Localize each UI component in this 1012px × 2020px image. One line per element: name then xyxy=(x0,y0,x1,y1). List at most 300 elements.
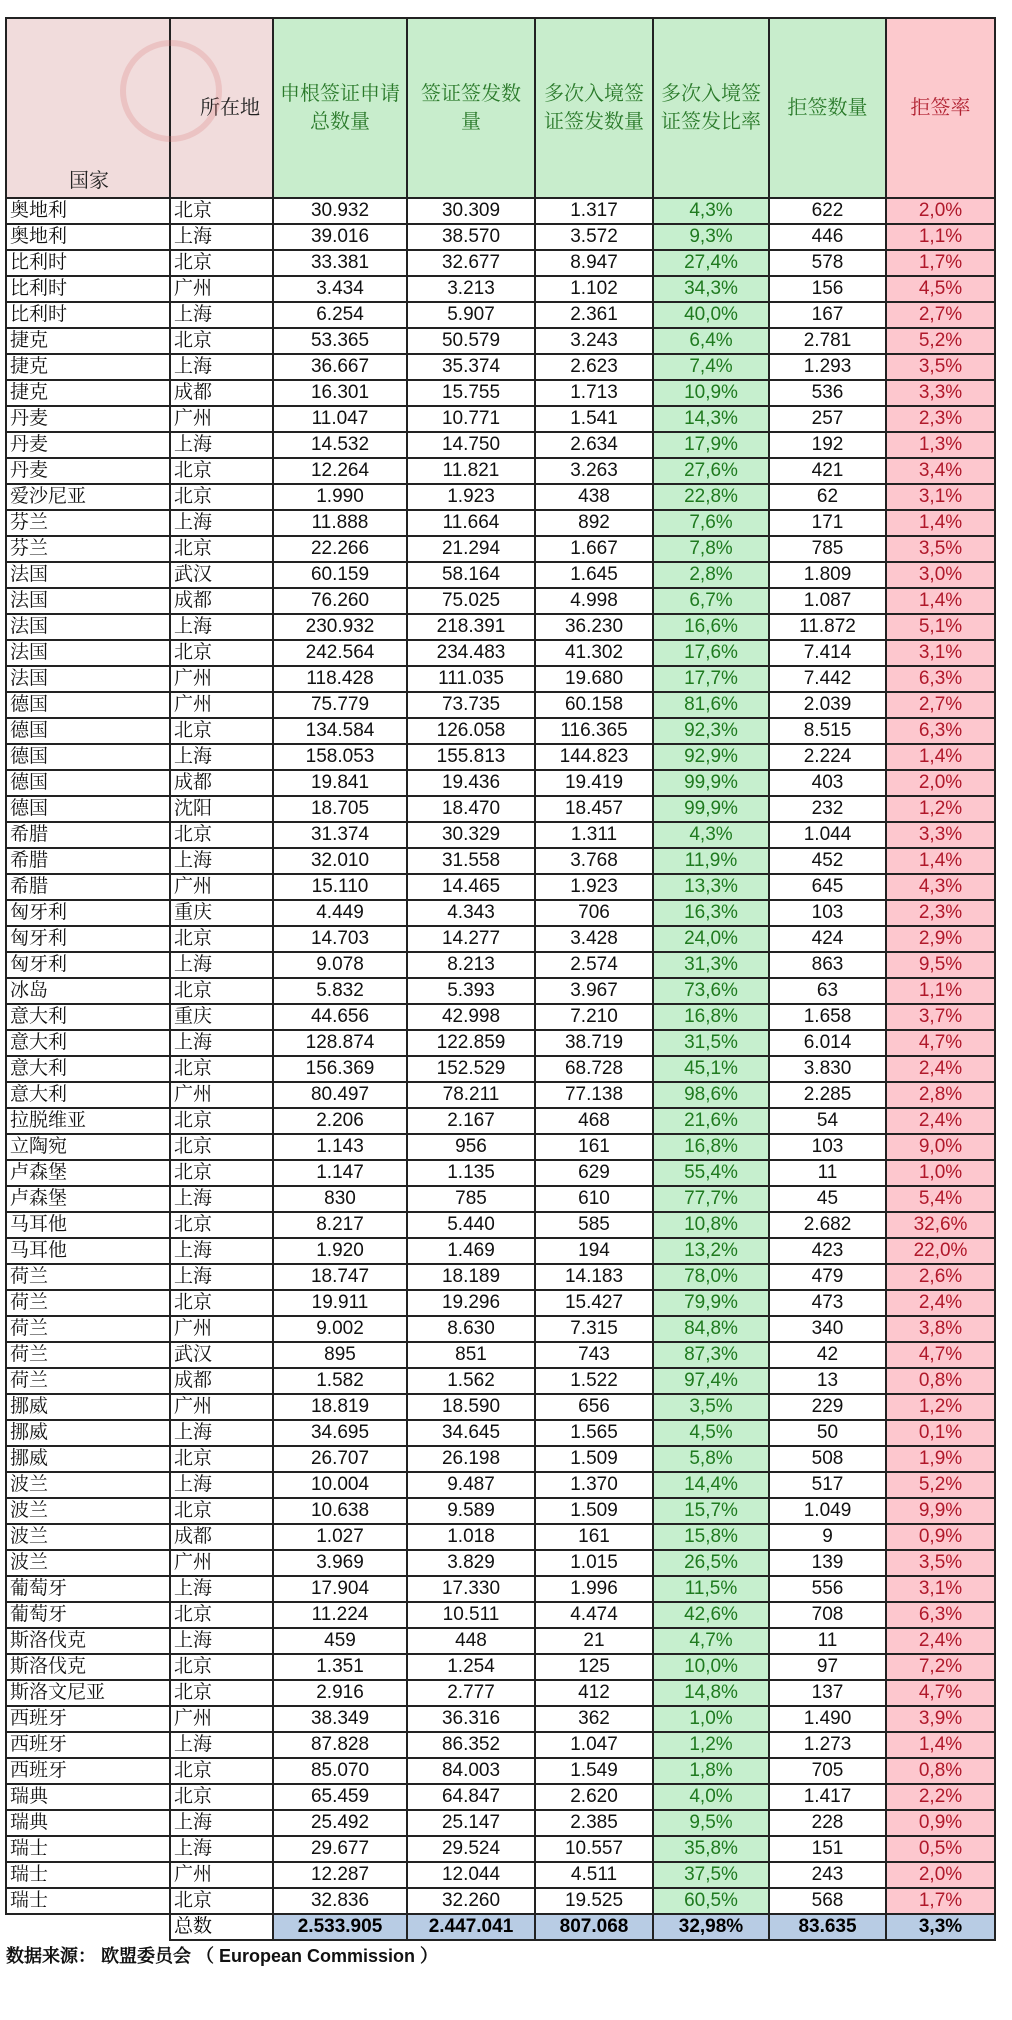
cell-refused: 7.442 xyxy=(769,666,886,692)
cell-country: 荷兰 xyxy=(6,1316,170,1342)
cell-issued: 1.135 xyxy=(407,1160,535,1186)
cell-applications: 80.497 xyxy=(273,1082,407,1108)
cell-applications: 1.147 xyxy=(273,1160,407,1186)
cell-country: 挪威 xyxy=(6,1446,170,1472)
cell-refused: 1.809 xyxy=(769,562,886,588)
cell-mev-ratio: 9,3% xyxy=(653,224,769,250)
header-refused: 拒签数量 xyxy=(769,18,886,198)
total-mev-ratio: 32,98% xyxy=(653,1914,769,1940)
cell-issued: 14.750 xyxy=(407,432,535,458)
cell-mev-issued: 1.565 xyxy=(535,1420,653,1446)
cell-country: 比利时 xyxy=(6,276,170,302)
cell-refused: 156 xyxy=(769,276,886,302)
cell-mev-ratio: 24,0% xyxy=(653,926,769,952)
cell-city: 上海 xyxy=(170,1836,273,1862)
cell-applications: 22.266 xyxy=(273,536,407,562)
table-row xyxy=(6,718,995,744)
cell-mev-ratio: 35,8% xyxy=(653,1836,769,1862)
cell-applications: 134.584 xyxy=(273,718,407,744)
cell-issued: 21.294 xyxy=(407,536,535,562)
cell-refused: 340 xyxy=(769,1316,886,1342)
cell-mev-issued: 3.243 xyxy=(535,328,653,354)
cell-issued: 19.296 xyxy=(407,1290,535,1316)
cell-applications: 4.449 xyxy=(273,900,407,926)
cell-mev-issued: 161 xyxy=(535,1134,653,1160)
cell-applications: 33.381 xyxy=(273,250,407,276)
cell-mev-ratio: 7,4% xyxy=(653,354,769,380)
header-country: 国家 xyxy=(6,18,170,198)
cell-mev-ratio: 6,4% xyxy=(653,328,769,354)
cell-mev-issued: 2.620 xyxy=(535,1784,653,1810)
cell-country: 法国 xyxy=(6,588,170,614)
cell-refused: 171 xyxy=(769,510,886,536)
table-row xyxy=(6,796,995,822)
cell-city: 上海 xyxy=(170,1732,273,1758)
cell-issued: 9.487 xyxy=(407,1472,535,1498)
total-row xyxy=(6,1914,995,1940)
cell-mev-ratio: 79,9% xyxy=(653,1290,769,1316)
cell-applications: 9.078 xyxy=(273,952,407,978)
cell-mev-ratio: 26,5% xyxy=(653,1550,769,1576)
cell-country: 希腊 xyxy=(6,848,170,874)
cell-refusal-rate: 3,9% xyxy=(886,1706,995,1732)
cell-refusal-rate: 2,0% xyxy=(886,770,995,796)
total-issued: 2.447.041 xyxy=(407,1914,535,1940)
cell-issued: 152.529 xyxy=(407,1056,535,1082)
cell-country: 法国 xyxy=(6,640,170,666)
cell-mev-issued: 1.509 xyxy=(535,1498,653,1524)
cell-country: 法国 xyxy=(6,562,170,588)
cell-city: 成都 xyxy=(170,380,273,406)
cell-mev-ratio: 98,6% xyxy=(653,1082,769,1108)
cell-country: 瑞士 xyxy=(6,1862,170,1888)
cell-city: 北京 xyxy=(170,1446,273,1472)
cell-refusal-rate: 3,5% xyxy=(886,1550,995,1576)
cell-refused: 423 xyxy=(769,1238,886,1264)
cell-mev-issued: 1.509 xyxy=(535,1446,653,1472)
cell-mev-ratio: 21,6% xyxy=(653,1108,769,1134)
cell-applications: 459 xyxy=(273,1628,407,1654)
cell-refused: 452 xyxy=(769,848,886,874)
cell-applications: 76.260 xyxy=(273,588,407,614)
cell-refusal-rate: 2,6% xyxy=(886,1264,995,1290)
cell-country: 比利时 xyxy=(6,302,170,328)
cell-refused: 8.515 xyxy=(769,718,886,744)
cell-issued: 34.645 xyxy=(407,1420,535,1446)
cell-applications: 18.705 xyxy=(273,796,407,822)
cell-refusal-rate: 5,1% xyxy=(886,614,995,640)
cell-applications: 38.349 xyxy=(273,1706,407,1732)
cell-mev-issued: 2.623 xyxy=(535,354,653,380)
cell-refused: 1.293 xyxy=(769,354,886,380)
total-refusal-rate: 3,3% xyxy=(886,1914,995,1940)
cell-refusal-rate: 22,0% xyxy=(886,1238,995,1264)
cell-city: 武汉 xyxy=(170,562,273,588)
table-row xyxy=(6,224,995,250)
cell-applications: 14.532 xyxy=(273,432,407,458)
cell-refused: 3.830 xyxy=(769,1056,886,1082)
cell-city: 北京 xyxy=(170,458,273,484)
cell-city: 上海 xyxy=(170,354,273,380)
cell-country: 爱沙尼亚 xyxy=(6,484,170,510)
cell-country: 比利时 xyxy=(6,250,170,276)
cell-applications: 1.143 xyxy=(273,1134,407,1160)
cell-applications: 242.564 xyxy=(273,640,407,666)
cell-mev-issued: 892 xyxy=(535,510,653,536)
cell-mev-issued: 14.183 xyxy=(535,1264,653,1290)
cell-mev-issued: 60.158 xyxy=(535,692,653,718)
cell-refused: 232 xyxy=(769,796,886,822)
header-mev-issued: 多次入境签证签发数量 xyxy=(535,18,653,198)
cell-mev-ratio: 4,3% xyxy=(653,822,769,848)
cell-country: 荷兰 xyxy=(6,1264,170,1290)
cell-refusal-rate: 1,4% xyxy=(886,510,995,536)
cell-refused: 508 xyxy=(769,1446,886,1472)
cell-city: 上海 xyxy=(170,1810,273,1836)
data-source-note: 数据来源： 欧盟委员会 （ European Commission ） xyxy=(6,1946,439,1966)
cell-country: 葡萄牙 xyxy=(6,1602,170,1628)
cell-refusal-rate: 1,7% xyxy=(886,1888,995,1914)
cell-issued: 84.003 xyxy=(407,1758,535,1784)
table-row xyxy=(6,1290,995,1316)
cell-country: 立陶宛 xyxy=(6,1134,170,1160)
cell-city: 上海 xyxy=(170,1420,273,1446)
cell-refused: 103 xyxy=(769,900,886,926)
cell-applications: 65.459 xyxy=(273,1784,407,1810)
cell-refusal-rate: 1,4% xyxy=(886,744,995,770)
cell-refusal-rate: 1,4% xyxy=(886,588,995,614)
cell-refused: 228 xyxy=(769,1810,886,1836)
cell-mev-issued: 468 xyxy=(535,1108,653,1134)
cell-refusal-rate: 1,1% xyxy=(886,978,995,1004)
cell-issued: 19.436 xyxy=(407,770,535,796)
cell-city: 北京 xyxy=(170,536,273,562)
cell-mev-issued: 19.680 xyxy=(535,666,653,692)
cell-mev-ratio: 11,5% xyxy=(653,1576,769,1602)
cell-mev-ratio: 27,4% xyxy=(653,250,769,276)
cell-mev-issued: 161 xyxy=(535,1524,653,1550)
cell-applications: 18.819 xyxy=(273,1394,407,1420)
cell-mev-issued: 1.541 xyxy=(535,406,653,432)
cell-issued: 1.254 xyxy=(407,1654,535,1680)
cell-country: 瑞士 xyxy=(6,1888,170,1914)
cell-issued: 38.570 xyxy=(407,224,535,250)
cell-city: 上海 xyxy=(170,224,273,250)
table-row xyxy=(6,406,995,432)
cell-refused: 11.872 xyxy=(769,614,886,640)
cell-refused: 45 xyxy=(769,1186,886,1212)
cell-issued: 218.391 xyxy=(407,614,535,640)
cell-mev-ratio: 4,7% xyxy=(653,1628,769,1654)
cell-country: 卢森堡 xyxy=(6,1186,170,1212)
table-row xyxy=(6,640,995,666)
table-row xyxy=(6,978,995,1004)
cell-refused: 1.044 xyxy=(769,822,886,848)
cell-applications: 11.047 xyxy=(273,406,407,432)
cell-refusal-rate: 0,5% xyxy=(886,1836,995,1862)
cell-issued: 18.470 xyxy=(407,796,535,822)
cell-issued: 86.352 xyxy=(407,1732,535,1758)
table-row xyxy=(6,1186,995,1212)
cell-mev-issued: 10.557 xyxy=(535,1836,653,1862)
cell-city: 北京 xyxy=(170,718,273,744)
cell-country: 捷克 xyxy=(6,380,170,406)
cell-issued: 18.590 xyxy=(407,1394,535,1420)
cell-applications: 9.002 xyxy=(273,1316,407,1342)
cell-city: 北京 xyxy=(170,1680,273,1706)
cell-applications: 85.070 xyxy=(273,1758,407,1784)
table-row xyxy=(6,1576,995,1602)
cell-city: 北京 xyxy=(170,640,273,666)
cell-mev-ratio: 13,3% xyxy=(653,874,769,900)
total-applications: 2.533.905 xyxy=(273,1914,407,1940)
cell-mev-issued: 412 xyxy=(535,1680,653,1706)
cell-mev-ratio: 9,5% xyxy=(653,1810,769,1836)
cell-applications: 895 xyxy=(273,1342,407,1368)
cell-mev-ratio: 34,3% xyxy=(653,276,769,302)
cell-applications: 6.254 xyxy=(273,302,407,328)
cell-refused: 645 xyxy=(769,874,886,900)
cell-refusal-rate: 5,2% xyxy=(886,328,995,354)
table-row xyxy=(6,1004,995,1030)
cell-refused: 137 xyxy=(769,1680,886,1706)
table-row xyxy=(6,588,995,614)
cell-country: 奥地利 xyxy=(6,198,170,224)
cell-mev-issued: 144.823 xyxy=(535,744,653,770)
cell-mev-ratio: 16,8% xyxy=(653,1004,769,1030)
table-row xyxy=(6,1082,995,1108)
cell-refusal-rate: 2,3% xyxy=(886,406,995,432)
cell-mev-issued: 7.210 xyxy=(535,1004,653,1030)
cell-city: 北京 xyxy=(170,1498,273,1524)
cell-refusal-rate: 9,9% xyxy=(886,1498,995,1524)
cell-refused: 9 xyxy=(769,1524,886,1550)
cell-city: 武汉 xyxy=(170,1342,273,1368)
cell-applications: 29.677 xyxy=(273,1836,407,1862)
cell-issued: 17.330 xyxy=(407,1576,535,1602)
cell-city: 广州 xyxy=(170,692,273,718)
cell-refusal-rate: 3,1% xyxy=(886,484,995,510)
table-row xyxy=(6,458,995,484)
cell-issued: 1.562 xyxy=(407,1368,535,1394)
cell-refusal-rate: 0,8% xyxy=(886,1758,995,1784)
cell-issued: 75.025 xyxy=(407,588,535,614)
cell-applications: 10.638 xyxy=(273,1498,407,1524)
cell-mev-ratio: 78,0% xyxy=(653,1264,769,1290)
cell-mev-issued: 1.996 xyxy=(535,1576,653,1602)
total-blank xyxy=(6,1914,170,1940)
cell-mev-issued: 1.015 xyxy=(535,1550,653,1576)
cell-mev-ratio: 16,6% xyxy=(653,614,769,640)
cell-issued: 11.664 xyxy=(407,510,535,536)
cell-issued: 2.167 xyxy=(407,1108,535,1134)
cell-country: 丹麦 xyxy=(6,406,170,432)
cell-country: 荷兰 xyxy=(6,1290,170,1316)
cell-applications: 3.434 xyxy=(273,276,407,302)
cell-city: 上海 xyxy=(170,1238,273,1264)
cell-city: 北京 xyxy=(170,1784,273,1810)
header-applications: 申根签证申请总数量 xyxy=(273,18,407,198)
table-row xyxy=(6,822,995,848)
cell-applications: 44.656 xyxy=(273,1004,407,1030)
cell-refusal-rate: 1,1% xyxy=(886,224,995,250)
cell-mev-issued: 4.511 xyxy=(535,1862,653,1888)
cell-mev-issued: 3.967 xyxy=(535,978,653,1004)
cell-country: 法国 xyxy=(6,666,170,692)
cell-applications: 75.779 xyxy=(273,692,407,718)
table-row xyxy=(6,536,995,562)
cell-mev-issued: 3.428 xyxy=(535,926,653,952)
table-row xyxy=(6,614,995,640)
cell-applications: 19.841 xyxy=(273,770,407,796)
cell-city: 上海 xyxy=(170,744,273,770)
cell-refused: 863 xyxy=(769,952,886,978)
cell-refused: 1.417 xyxy=(769,1784,886,1810)
cell-refused: 2.781 xyxy=(769,328,886,354)
table-row xyxy=(6,198,995,224)
table-row xyxy=(6,1030,995,1056)
cell-mev-ratio: 40,0% xyxy=(653,302,769,328)
cell-city: 上海 xyxy=(170,1576,273,1602)
cell-city: 北京 xyxy=(170,822,273,848)
cell-mev-issued: 438 xyxy=(535,484,653,510)
table-row xyxy=(6,952,995,978)
cell-city: 成都 xyxy=(170,588,273,614)
cell-refused: 1.049 xyxy=(769,1498,886,1524)
cell-refused: 1.087 xyxy=(769,588,886,614)
cell-applications: 12.264 xyxy=(273,458,407,484)
cell-mev-ratio: 15,8% xyxy=(653,1524,769,1550)
table-row xyxy=(6,1784,995,1810)
cell-country: 意大利 xyxy=(6,1056,170,1082)
cell-mev-issued: 1.667 xyxy=(535,536,653,562)
cell-issued: 8.213 xyxy=(407,952,535,978)
cell-issued: 18.189 xyxy=(407,1264,535,1290)
cell-applications: 5.832 xyxy=(273,978,407,1004)
cell-refused: 50 xyxy=(769,1420,886,1446)
cell-refused: 63 xyxy=(769,978,886,1004)
cell-city: 北京 xyxy=(170,1134,273,1160)
cell-mev-ratio: 92,9% xyxy=(653,744,769,770)
cell-country: 奥地利 xyxy=(6,224,170,250)
cell-issued: 1.018 xyxy=(407,1524,535,1550)
cell-refused: 785 xyxy=(769,536,886,562)
cell-city: 上海 xyxy=(170,1264,273,1290)
cell-mev-issued: 3.572 xyxy=(535,224,653,250)
cell-refusal-rate: 2,0% xyxy=(886,1862,995,1888)
cell-city: 上海 xyxy=(170,848,273,874)
cell-refused: 54 xyxy=(769,1108,886,1134)
table-row xyxy=(6,1628,995,1654)
cell-country: 法国 xyxy=(6,614,170,640)
cell-applications: 12.287 xyxy=(273,1862,407,1888)
cell-refused: 7.414 xyxy=(769,640,886,666)
cell-issued: 1.923 xyxy=(407,484,535,510)
cell-refused: 167 xyxy=(769,302,886,328)
cell-issued: 3.829 xyxy=(407,1550,535,1576)
cell-refused: 2.285 xyxy=(769,1082,886,1108)
table-row xyxy=(6,1862,995,1888)
cell-issued: 42.998 xyxy=(407,1004,535,1030)
cell-city: 北京 xyxy=(170,198,273,224)
cell-city: 广州 xyxy=(170,874,273,900)
cell-city: 北京 xyxy=(170,1108,273,1134)
table-row xyxy=(6,1680,995,1706)
table-row xyxy=(6,1394,995,1420)
cell-country: 匈牙利 xyxy=(6,926,170,952)
cell-mev-issued: 2.634 xyxy=(535,432,653,458)
cell-mev-ratio: 1,0% xyxy=(653,1706,769,1732)
cell-refused: 1.658 xyxy=(769,1004,886,1030)
cell-refusal-rate: 3,1% xyxy=(886,640,995,666)
cell-applications: 32.010 xyxy=(273,848,407,874)
cell-refusal-rate: 6,3% xyxy=(886,718,995,744)
cell-refusal-rate: 3,0% xyxy=(886,562,995,588)
cell-applications: 11.888 xyxy=(273,510,407,536)
cell-refused: 257 xyxy=(769,406,886,432)
cell-applications: 14.703 xyxy=(273,926,407,952)
cell-country: 意大利 xyxy=(6,1082,170,1108)
table-row xyxy=(6,900,995,926)
cell-refused: 6.014 xyxy=(769,1030,886,1056)
table-row xyxy=(6,1316,995,1342)
cell-applications: 32.836 xyxy=(273,1888,407,1914)
cell-country: 卢森堡 xyxy=(6,1160,170,1186)
cell-refused: 62 xyxy=(769,484,886,510)
header-issued: 签证签发数量 xyxy=(407,18,535,198)
table-row xyxy=(6,692,995,718)
cell-country: 挪威 xyxy=(6,1394,170,1420)
cell-issued: 8.630 xyxy=(407,1316,535,1342)
cell-mev-ratio: 17,6% xyxy=(653,640,769,666)
cell-refused: 13 xyxy=(769,1368,886,1394)
cell-applications: 39.016 xyxy=(273,224,407,250)
cell-refusal-rate: 6,3% xyxy=(886,1602,995,1628)
cell-refused: 705 xyxy=(769,1758,886,1784)
cell-country: 挪威 xyxy=(6,1420,170,1446)
cell-refusal-rate: 1,3% xyxy=(886,432,995,458)
cell-refusal-rate: 0,1% xyxy=(886,1420,995,1446)
cell-issued: 2.777 xyxy=(407,1680,535,1706)
cell-refused: 243 xyxy=(769,1862,886,1888)
cell-mev-ratio: 92,3% xyxy=(653,718,769,744)
table-row xyxy=(6,1420,995,1446)
cell-city: 北京 xyxy=(170,250,273,276)
cell-mev-ratio: 14,3% xyxy=(653,406,769,432)
cell-applications: 1.027 xyxy=(273,1524,407,1550)
cell-issued: 35.374 xyxy=(407,354,535,380)
header-row xyxy=(6,18,995,198)
cell-country: 丹麦 xyxy=(6,458,170,484)
cell-mev-ratio: 31,3% xyxy=(653,952,769,978)
cell-refused: 103 xyxy=(769,1134,886,1160)
cell-issued: 5.907 xyxy=(407,302,535,328)
cell-refusal-rate: 0,9% xyxy=(886,1810,995,1836)
cell-applications: 30.932 xyxy=(273,198,407,224)
cell-mev-ratio: 99,9% xyxy=(653,770,769,796)
cell-city: 成都 xyxy=(170,1368,273,1394)
cell-refused: 192 xyxy=(769,432,886,458)
cell-applications: 128.874 xyxy=(273,1030,407,1056)
table-row xyxy=(6,302,995,328)
table-row xyxy=(6,276,995,302)
cell-refusal-rate: 3,3% xyxy=(886,380,995,406)
cell-mev-issued: 656 xyxy=(535,1394,653,1420)
cell-issued: 785 xyxy=(407,1186,535,1212)
cell-refusal-rate: 1,4% xyxy=(886,848,995,874)
cell-mev-issued: 743 xyxy=(535,1342,653,1368)
cell-mev-issued: 2.361 xyxy=(535,302,653,328)
